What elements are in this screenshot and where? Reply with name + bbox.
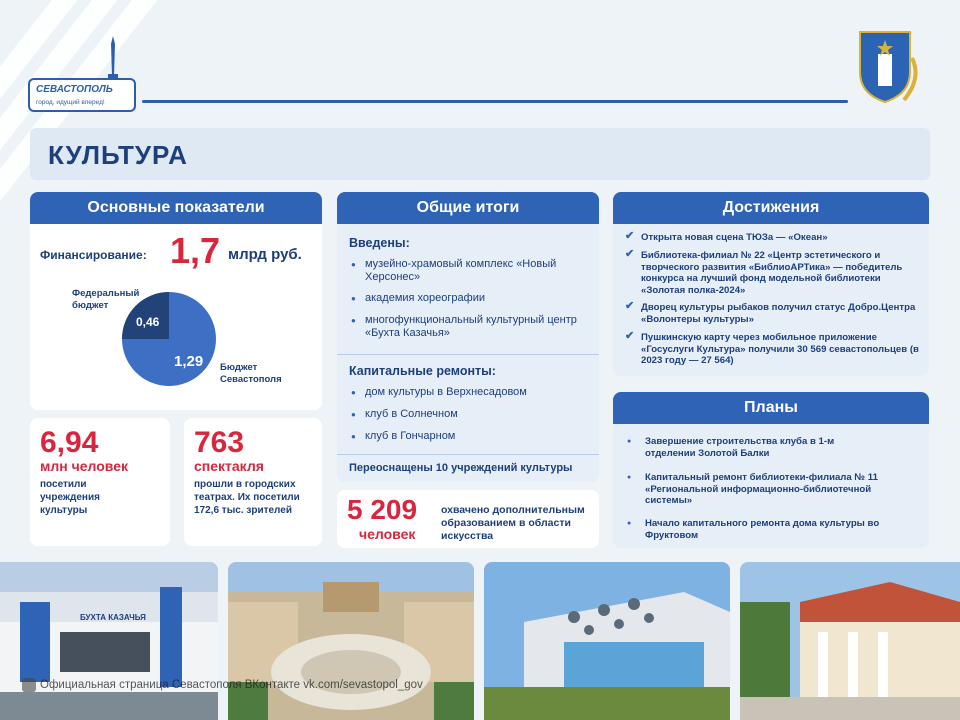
plan-item: ● Капитальный ремонт библиотеки-филиала № 11 «Региональной информационно-библиотечной системы» [627,472,917,507]
repairs-title: Капитальные ремонты: [349,364,496,378]
extra-education-value: 5 209 [347,494,418,525]
federal-budget-label: Федеральный бюджет [72,288,140,311]
funding-label: Финансирование: [40,248,147,262]
shows-stat-card [184,418,322,546]
introduced-title: Введены: [349,236,410,250]
extra-education-unit: человек [359,526,416,542]
introduced-item: ● музейно-храмовый комплекс «Новый Херсонес» [351,258,561,284]
header-divider [142,100,848,103]
vk-icon [22,678,36,692]
logo-badge [28,78,136,112]
plan-item: ● Завершение строительства клуба в 1-м отделении Золотой Балки [627,436,837,459]
achievement-item: ✔ Дворец культуры рыбаков получил статус Добро.Центра «Волонтеры культуры» [625,300,916,325]
check-icon: ✔ [625,248,635,260]
logo-name: СЕВАСТОПОЛЬ [36,84,113,95]
main-indicators-card [30,192,322,410]
visitors-value: 6,94 [40,426,99,459]
extra-education-card [337,490,599,548]
photo-new-chersonesos [228,562,474,720]
introduced-item: ● многофункциональный культурный центр «Бухта Казачья» [351,314,581,340]
plans-header: Планы [613,392,929,424]
achievement-item: ✔ Открыта новая сцена ТЮЗа — «Океан» [625,230,828,243]
main-indicators-header: Основные показатели [30,192,322,224]
introduced-item: ● академия хореографии [351,292,591,305]
photo-culture-house [740,562,960,720]
visitors-description: посетили учреждения культуры [40,479,100,516]
watermark [22,676,423,694]
repairs-item: ● дом культуры в Верхнесадовом [351,386,591,399]
page-title: КУЛЬТУРА [48,140,188,170]
city-budget-label: Бюджет Севастополя [220,362,282,385]
achievement-item: ✔ Библиотека-филиал № 22 «Центр эстетического и творческого развития «БиблиоАРТика» — победитель конкурса на лучший фонд модельной библиотеки «Золотая полка-2024» [625,248,903,296]
title-bar [30,128,930,180]
shows-description: прошли в городских театрах. Их посетили 172,6 тыс. зрителей [194,479,300,516]
achievements-header: Достижения [613,192,929,224]
pie-label-city: 1,29 [174,353,204,370]
refit-note: Переоснащены 10 учреждений культуры [349,462,573,474]
building-sign: БУХТА КАЗАЧЬЯ [80,613,146,622]
visitors-unit: млн человек [40,458,128,474]
divider [337,454,599,455]
achievement-item: ✔ Пушкинскую карту через мобильное приложение «Госуслуги Культура» получили 30 569 севастопольцев (в 2023 году — 27 564) [625,330,919,366]
pie-label-federal: 0,46 [136,315,160,329]
results-header: Общие итоги [337,192,599,224]
repairs-item: ● клуб в Солнечном [351,408,591,421]
photo-ballet-academy [484,562,730,720]
divider [337,354,599,355]
photo-kazachya-bay-center [0,562,218,720]
repairs-item: ● клуб в Гончарном [351,430,591,443]
budget-pie-chart [120,290,218,388]
plans-card [613,392,929,548]
monument-icon [106,36,120,82]
watermark-text: Официальная страница Севастополя ВКонтакте vk.com/sevastopol_gov [40,679,423,691]
funding-unit: млрд руб. [228,246,302,263]
results-card [337,192,599,482]
plan-item: ● Начало капитального ремонта дома культуры во Фруктовом [627,518,897,541]
check-icon: ✔ [625,300,635,312]
city-logo [28,36,140,114]
shows-unit: спектакля [194,458,264,474]
coat-of-arms-icon [856,28,922,106]
logo-slogan: город, идущий вперед! [36,99,105,106]
check-icon: ✔ [625,230,635,242]
achievements-card [613,192,929,376]
check-icon: ✔ [625,330,635,342]
extra-education-description: охвачено дополнительным образованием в области искусства [441,504,585,542]
shows-value: 763 [194,426,245,459]
funding-value: 1,7 [170,230,221,271]
visitors-stat-card [30,418,170,546]
